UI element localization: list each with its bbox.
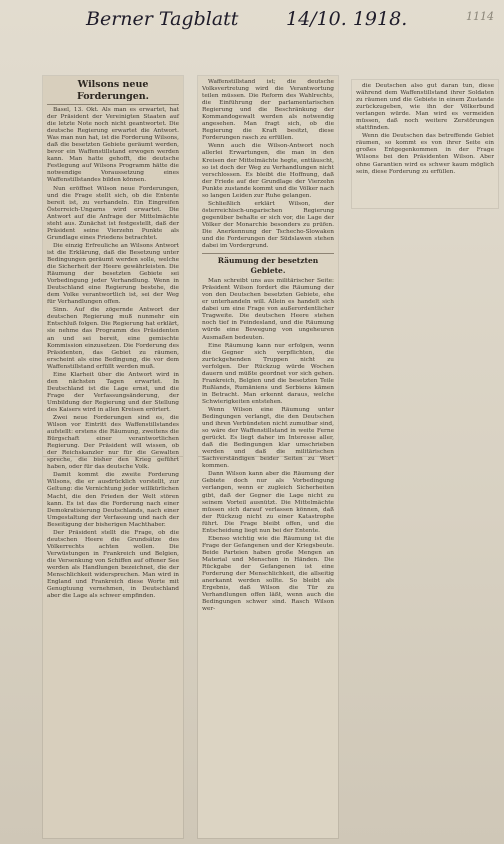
paragraph: Damit kommt die zweite Forderung Wilsons, die er ausdrücklich vorstellt, zur Geltung: die Vernichtung jeder willkürlichen Macht, die den Frieden der Welt stören kann. Es ist das die Forderung nach einer Demokratisierung Deutschlands, nach einer Umgestaltung der Verfassung und nach der Beseitigung der bisherigen Machthaber. xyxy=(47,472,179,528)
paragraph: Dann Wilson kann aber die Räumung der Gebiete doch nur als Vorbedingung verlangen, wenn er zugleich Sicherheiten gibt, daß der Gegner die Lage nicht zu seinem Vorteil ausnützt. Die Mittelmächte müssen sich darauf verlassen können, daß der Rückzug nicht zu einer Katastrophe führt. Die Frage bleibt offen, und die Entscheidung liegt nun bei der Entente. xyxy=(202,471,334,534)
clipping-column-1 xyxy=(43,76,183,838)
handwritten-header xyxy=(86,8,408,38)
paragraph: Ebenso wichtig wie die Räumung ist die Frage der Gefangenen und der Kriegsbeute. Beide Parteien haben große Mengen an Material und Menschen in Händen. Die Rückgabe der Gefangenen ist eine Forderung der Menschlichkeit, die allseitig anerkannt werden sollte. So bleibt als Ergebnis, daß Wilson die Tür zu Verhandlungen offen läßt, wenn auch die Bedingungen schwer sind. Rasch Wilson wer- xyxy=(202,535,334,613)
paragraph: Wenn die Deutschen das betreffende Gebiet räumen, so kommt es von ihrer Seite ein großes Entgegenkommen in der Frage Wilsons bei den Präsidenten Wilson. Aber ohne Garantien wird es schwer kaum möglich sein, diese Forderung zu erfüllen. xyxy=(356,133,494,175)
paragraph: Zwei neue Forderungen sind es, die Wilson vor Eintritt des Waffenstillstandes aufstellt: erstens die Räumung, zweitens die Bürgschaft einer verantwortlichen Regierung. Der Präsident will wissen, ob der Reichskanzler nur für die Gewalten spreche, die bisher den Krieg geführt haben, oder für das deutsche Volk. xyxy=(47,415,179,471)
paragraph: Schließlich erklärt Wilson, der österreichisch-ungarischen Regierung gegenüber behalte er sich vor, die Lage der Völker der Monarchie besonders zu prüfen. Die Anerkennung der Tschecho-Slowaken und die Forderungen der Südslawen stehen dabei im Vordergrund. xyxy=(202,200,334,250)
newspaper-name: Berner Tagblatt xyxy=(86,8,239,30)
clipping-column-3 xyxy=(352,80,498,208)
paragraph: Basel, 13. Okt. Als man es erwartet, hat der Präsident der Vereinigten Staaten auf die letzte Note noch nicht geantwortet. Die deutsche Regierung erwartet die Antwort. Was man nun hat, ist die Forderung Wilsons, daß die besetzten Gebiete geräumt werden, bevor ein Waffenstillstand erwogen werden kann. Man hatte gehofft, die deutsche Festlegung auf Wilsons Programm hätte die notwendige Voraussetzung eines Waffenstillstandes bilden können. xyxy=(47,107,179,184)
section-subtitle: Räumung der besetzten Gebiete. xyxy=(202,253,334,276)
fold-line xyxy=(198,456,338,457)
corner-mark: 1114 xyxy=(466,10,494,23)
paragraph: Man schreibt uns aus militärischer Seite: Präsident Wilson fordert die Räumung der von den Deutschen besetzten Gebiete, ehe er unterhandeln will. Allein es handelt sich dabei um eine Frage von außerordentlicher Tragweite. Die deutschen Heere stehen noch tief in Feindesland, und die Räumung würde eine Bewegung von ungeheuren Ausmaßen bedeuten. xyxy=(202,278,334,341)
article-title: Wilsons neue Forderungen. xyxy=(47,79,179,105)
paragraph: Wenn Wilson eine Räumung unter Bedingungen verlangt, die den Deutschen und ihren Verbündeten nicht zumutbar sind, so wäre der Waffenstillstand in weite Ferne gerückt. Es liegt daher im Interesse aller, daß die Bedingungen klar umschrieben werden und daß die militärischen Sachverständigen beider Seiten zu Wort kommen. xyxy=(202,406,334,470)
fold-line xyxy=(43,456,183,457)
paragraph: Eine Räumung kann nur erfolgen, wenn die Gegner sich verpflichten, die zurückgehenden Truppen nicht zu verfolgen. Der Rückzug würde Wochen dauern und müßte geordnet vor sich gehen. Frankreich, Belgien und die besetzten Teile Rußlands, Rumäniens und Serbiens kämen in Betracht. Man erkennt daraus, welche Schwierigkeiten entstehen. xyxy=(202,342,334,405)
paragraph: Wenn auch die Wilson-Antwort noch allerlei Erwartungen, die man in den Kreisen der Mittelmächte hegte, enttäuscht, so ist doch der Weg zu Verhandlungen nicht verschlossen. Es bleibt die Hoffnung, daß der Friede auf der Grundlage der Vierzehn Punkte zustande kommt und die Völker nach so langen Leiden zur Ruhe gelangen. xyxy=(202,143,334,199)
paragraph: Eine Klarheit über die Antwort wird in den nächsten Tagen erwartet. In Deutschland ist die Lage ernst, und die Frage der Verfassungsänderung, der Umbildung der Regierung und der Stellung des Kaisers wird in allen Kreisen erörtert. xyxy=(47,371,179,413)
paragraph: Waffenstillstand ist; die deutsche Volksvertretung wird die Verantwortung teilen müssen. Die Reform des Wahlrechts, die Einführung der parlamentarischen Regierung und die Beschränkung der Kommandogewalt werden als notwendig angesehen. Man fragt sich, ob die Regierung die Kraft besitzt, diese Forderungen rasch zu erfüllen. xyxy=(202,79,334,142)
paragraph: die Deutschen also gut daran tun, diese während dem Waffenstillstand ihrer Soldaten zu räumen und die Gebiete in einem Zustande zurückzugeben, wie ihn der Völkerbund verlangen würde. Man wird es vermeiden müssen, daß noch weitere Zerstörungen stattfinden. xyxy=(356,83,494,132)
paragraph: Nun eröffnet Wilson neue Forderungen, und die Frage stellt sich, ob die Entente bereit ist, zu verhandeln. Ein Eingreifen Österreich-Ungarns wird erwartet. Die Antwort auf die Anfrage der Mittelmächte steht aus. Zunächst ist festgestellt, daß der Präsident seine Vierzehn Punkte als Grundlage eines Friedens betrachtet. xyxy=(47,185,179,241)
paragraph: Sinn. Auf die zögernde Antwort der deutschen Regierung muß nunmehr ein Entschluß folgen. Die Regierung hat erklärt, sie nehme das Programm des Präsidenten an und sei bereit, eine gemischte Kommission einzusetzen. Die Forderung des Präsidenten, das Gebiet zu räumen, erscheint als eine Bedingung, die vor dem Waffenstillstand erfüllt werden muß. xyxy=(47,307,179,370)
clipping-date: 14/10. 1918. xyxy=(286,8,408,30)
clipping-column-2 xyxy=(198,76,338,838)
paragraph: Die einzig Erfreuliche an Wilsons Antwort ist die Erklärung, daß die Besetzung unter Bedingungen geräumt werden solle, welche die Sicherheit der Heere gewährleisten. Die Räumung der besetzten Gebiete sei Vorbedingung jeder Verhandlung. Wenn in Deutschland eine Regierung bestehe, die dem Volke verantwortlich ist, sei der Weg für Verhandlungen offen. xyxy=(47,242,179,306)
paragraph: Der Präsident stellt die Frage, ob die deutschen Heere die Grundsätze des Völkerrechts achten wollen. Die Verwüstungen in Frankreich und Belgien, die Versenkung von Schiffen auf offener See werden als Handlungen bezeichnet, die der Menschlichkeit widersprechen. Man wird in England und Frankreich diese Worte mit Genugtuung vernehmen, in Deutschland aber die Lage als schwer empfinden. xyxy=(47,529,179,600)
